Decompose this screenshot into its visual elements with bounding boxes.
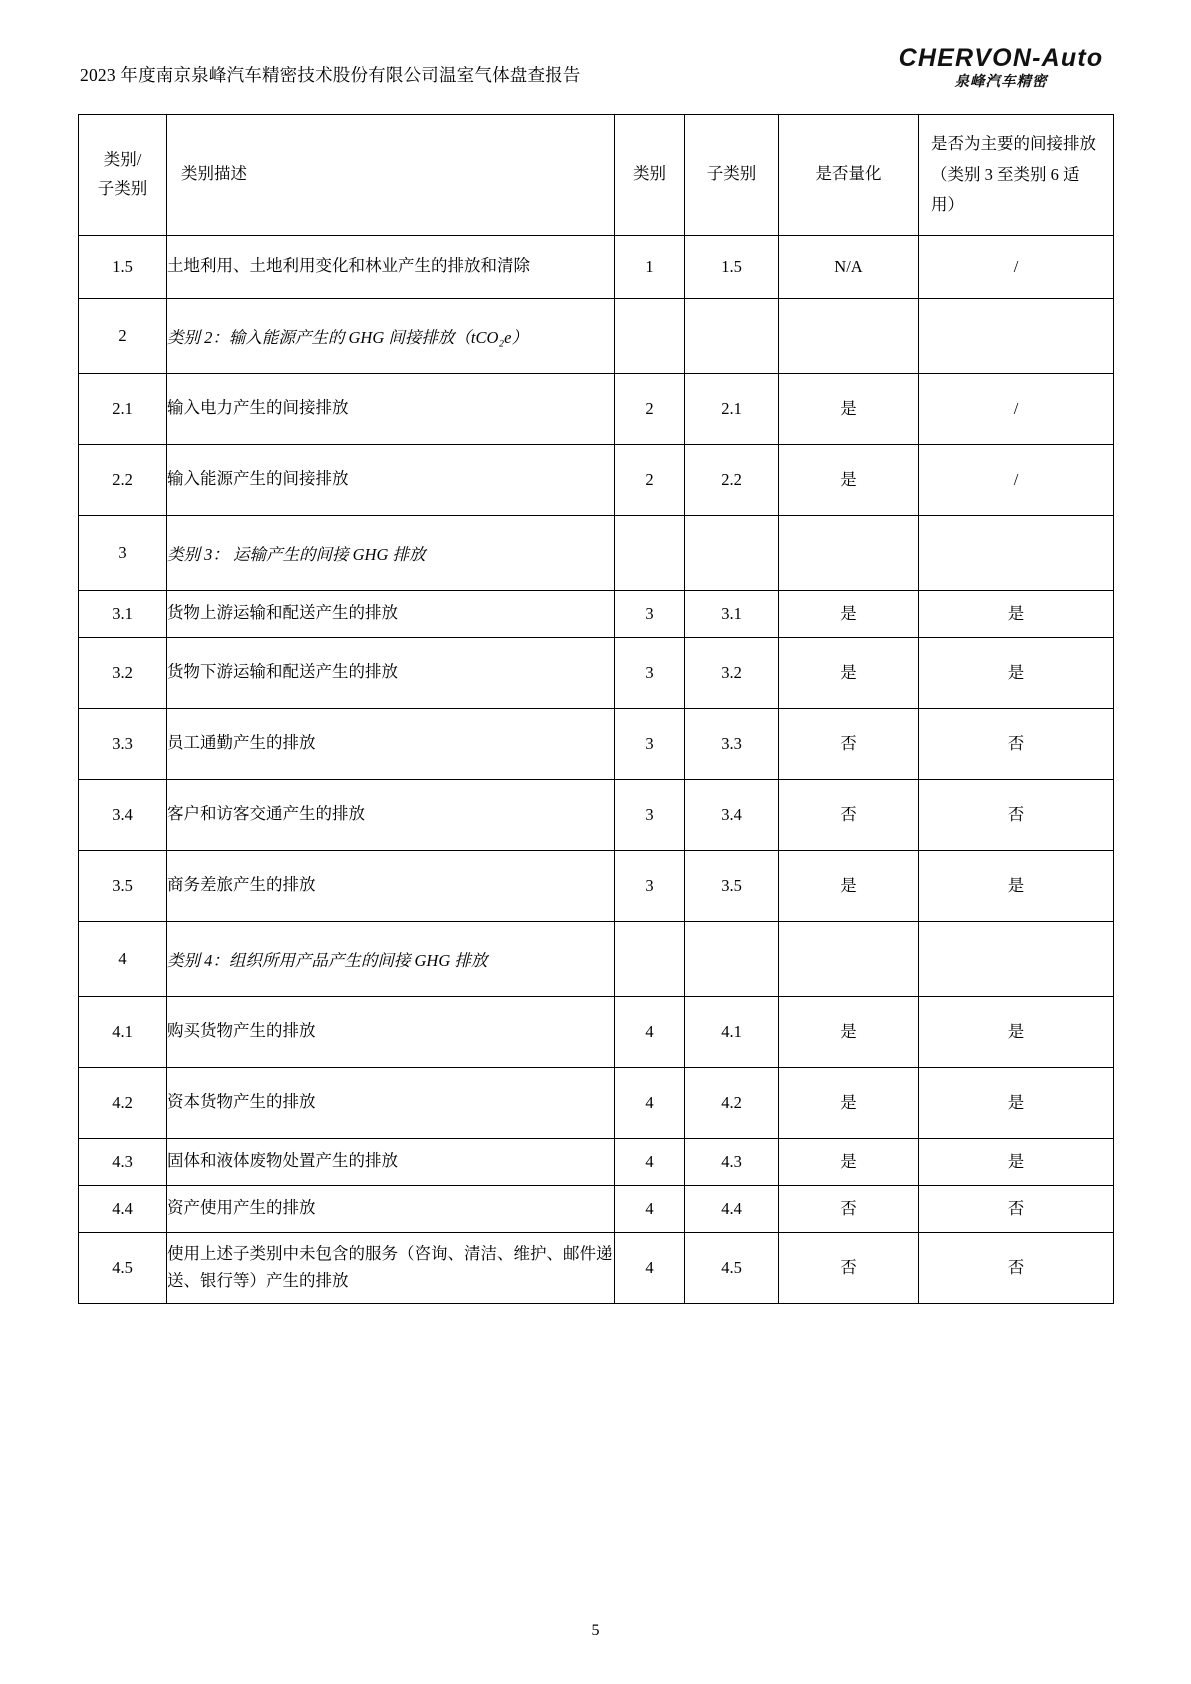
cell-category: 4 (615, 1185, 685, 1232)
cell-id: 1.5 (79, 235, 167, 298)
cell-category (615, 515, 685, 590)
table-row (79, 850, 1114, 921)
cell-description: 资本货物产生的排放 (167, 1067, 615, 1138)
cell-major (919, 515, 1114, 590)
table-row (79, 373, 1114, 444)
cell-major: 是 (919, 1067, 1114, 1138)
cell-description: 客户和访客交通产生的排放 (167, 779, 615, 850)
cell-category: 3 (615, 850, 685, 921)
table-row (79, 1067, 1114, 1138)
header-line-2: 子类别 (97, 178, 148, 198)
cell-subcategory: 4.4 (685, 1185, 779, 1232)
cell-quantified: 是 (779, 1067, 919, 1138)
cell-category: 4 (615, 1067, 685, 1138)
table-row (79, 590, 1114, 637)
table-row (79, 996, 1114, 1067)
cell-major (919, 921, 1114, 996)
logo-chinese-name: 泉峰汽车精密 (954, 74, 1048, 90)
cell-subcategory: 4.2 (685, 1067, 779, 1138)
cell-subcategory: 4.1 (685, 996, 779, 1067)
logo-wordmark: CHERVON-Auto (898, 44, 1104, 72)
cell-category: 3 (615, 590, 685, 637)
cell-description: 类别 2：输入能源产生的 GHG 间接排放（tCO₂e） (167, 298, 615, 373)
cell-subcategory: 1.5 (685, 235, 779, 298)
cell-id: 2.2 (79, 444, 167, 515)
cell-id: 4.5 (79, 1232, 167, 1303)
cell-quantified (779, 921, 919, 996)
cell-category: 3 (615, 637, 685, 708)
cell-category: 4 (615, 1138, 685, 1185)
cell-description: 输入电力产生的间接排放 (167, 373, 615, 444)
cell-major: 否 (919, 1232, 1114, 1303)
header-cell-major-indirect: 是否为主要的间接排放（类别 3 至类别 6 适用） (919, 115, 1114, 236)
cell-id: 3.5 (79, 850, 167, 921)
cell-subcategory: 2.1 (685, 373, 779, 444)
cell-id: 4.3 (79, 1138, 167, 1185)
cell-major: 否 (919, 1185, 1114, 1232)
cell-id: 4.1 (79, 996, 167, 1067)
cell-description: 使用上述子类别中未包含的服务（咨询、清洁、维护、邮件递送、银行等）产生的排放 (167, 1232, 615, 1303)
cell-major: 否 (919, 708, 1114, 779)
cell-major: / (919, 235, 1114, 298)
header-cell-description: 类别描述 (167, 115, 615, 236)
cell-major: 是 (919, 637, 1114, 708)
cell-id: 4 (79, 921, 167, 996)
cell-subcategory (685, 515, 779, 590)
page-number: 5 (591, 1622, 600, 1639)
cell-id: 2 (79, 298, 167, 373)
cell-major: 否 (919, 779, 1114, 850)
cell-quantified (779, 515, 919, 590)
cell-description: 类别 4：组织所用产品产生的间接 GHG 排放 (167, 921, 615, 996)
cell-id: 3 (79, 515, 167, 590)
cell-quantified: N/A (779, 235, 919, 298)
header-line-1: 类别/ (103, 149, 142, 169)
table-header-row (79, 115, 1114, 236)
table-row (79, 235, 1114, 298)
cell-quantified: 是 (779, 1138, 919, 1185)
cell-quantified: 否 (779, 708, 919, 779)
cell-subcategory (685, 921, 779, 996)
cell-subcategory: 3.5 (685, 850, 779, 921)
cell-subcategory: 4.3 (685, 1138, 779, 1185)
table-row-group (79, 298, 1114, 373)
cell-category: 1 (615, 235, 685, 298)
cell-major: 是 (919, 1138, 1114, 1185)
cell-id: 4.2 (79, 1067, 167, 1138)
cell-quantified: 是 (779, 590, 919, 637)
cell-description: 货物下游运输和配送产生的排放 (167, 637, 615, 708)
cell-quantified: 否 (779, 1232, 919, 1303)
cell-subcategory: 2.2 (685, 444, 779, 515)
cell-description: 货物上游运输和配送产生的排放 (167, 590, 615, 637)
ghg-category-table (78, 114, 1114, 1304)
cell-description: 类别 3： 运输产生的间接 GHG 排放 (167, 515, 615, 590)
cell-major: 是 (919, 996, 1114, 1067)
cell-quantified: 否 (779, 779, 919, 850)
header-title: 2023 年度南京泉峰汽车精密技术股份有限公司温室气体盘查报告 (80, 65, 581, 85)
cell-quantified: 否 (779, 1185, 919, 1232)
cell-major: / (919, 444, 1114, 515)
table-row (79, 708, 1114, 779)
header-cell-subcategory: 子类别 (685, 115, 779, 236)
cell-category (615, 298, 685, 373)
page-header (78, 46, 1113, 102)
cell-description: 商务差旅产生的排放 (167, 850, 615, 921)
cell-category: 2 (615, 373, 685, 444)
cell-id: 3.2 (79, 637, 167, 708)
cell-quantified: 是 (779, 373, 919, 444)
cell-category: 4 (615, 1232, 685, 1303)
cell-category: 3 (615, 708, 685, 779)
cell-quantified (779, 298, 919, 373)
cell-id: 3.4 (79, 779, 167, 850)
table-row-group (79, 515, 1114, 590)
cell-subcategory: 4.5 (685, 1232, 779, 1303)
cell-subcategory (685, 298, 779, 373)
cell-category (615, 921, 685, 996)
cell-id: 4.4 (79, 1185, 167, 1232)
cell-major: 是 (919, 590, 1114, 637)
cell-major: 是 (919, 850, 1114, 921)
table-row (79, 444, 1114, 515)
cell-subcategory: 3.3 (685, 708, 779, 779)
cell-quantified: 是 (779, 850, 919, 921)
table-row (79, 1138, 1114, 1185)
table-row (79, 1232, 1114, 1303)
cell-major (919, 298, 1114, 373)
cell-quantified: 是 (779, 637, 919, 708)
cell-category: 4 (615, 996, 685, 1067)
header-cell-category-sub (79, 115, 167, 236)
header-cell-category: 类别 (615, 115, 685, 236)
cell-subcategory: 3.2 (685, 637, 779, 708)
table-row-group (79, 921, 1114, 996)
cell-id: 3.3 (79, 708, 167, 779)
cell-category: 3 (615, 779, 685, 850)
header-cell-quantified: 是否量化 (779, 115, 919, 236)
cell-id: 3.1 (79, 590, 167, 637)
table-row (79, 779, 1114, 850)
cell-quantified: 是 (779, 444, 919, 515)
cell-quantified: 是 (779, 996, 919, 1067)
table-row (79, 637, 1114, 708)
cell-subcategory: 3.4 (685, 779, 779, 850)
cell-major: / (919, 373, 1114, 444)
cell-description: 购买货物产生的排放 (167, 996, 615, 1067)
company-logo (891, 46, 1111, 90)
cell-description: 土地利用、土地利用变化和林业产生的排放和清除 (167, 235, 615, 298)
cell-subcategory: 3.1 (685, 590, 779, 637)
cell-description: 员工通勤产生的排放 (167, 708, 615, 779)
cell-description: 资产使用产生的排放 (167, 1185, 615, 1232)
table-row (79, 1185, 1114, 1232)
page-footer (0, 1622, 1191, 1640)
cell-id: 2.1 (79, 373, 167, 444)
cell-description: 固体和液体废物处置产生的排放 (167, 1138, 615, 1185)
cell-description: 输入能源产生的间接排放 (167, 444, 615, 515)
cell-category: 2 (615, 444, 685, 515)
